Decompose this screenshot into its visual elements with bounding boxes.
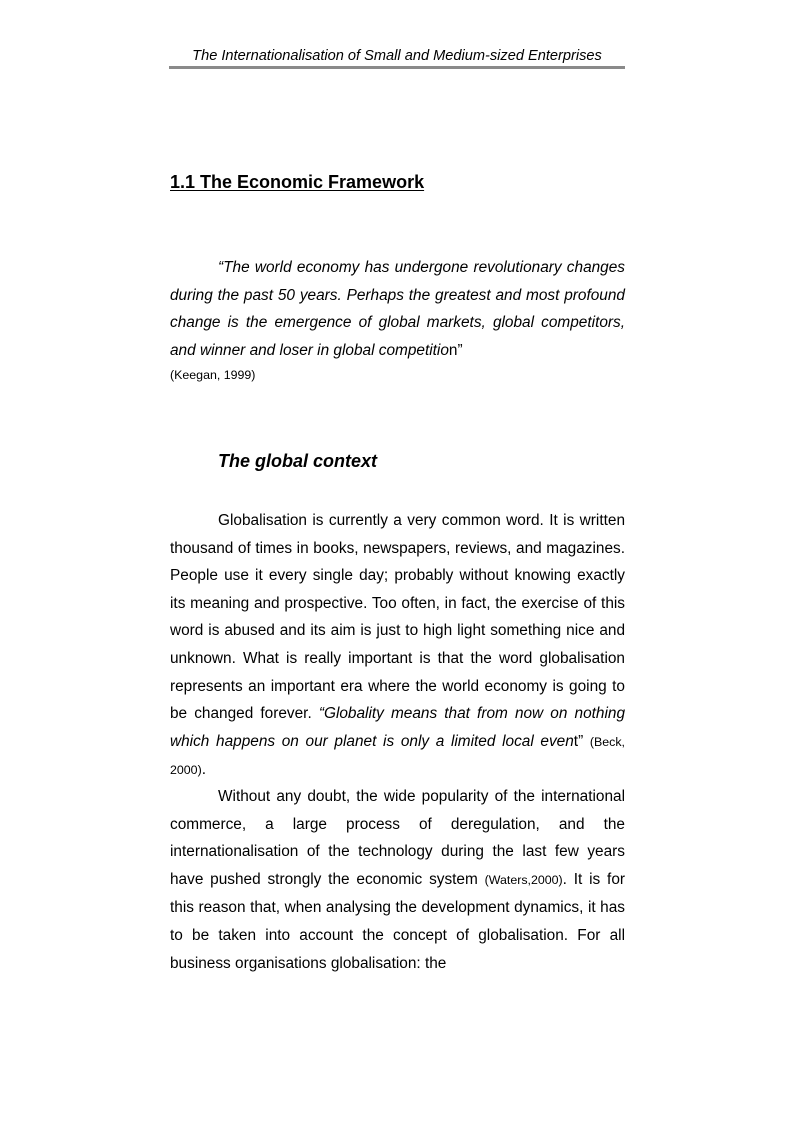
quote-close: n” bbox=[448, 341, 463, 359]
running-header: The Internationalisation of Small and Medium-sized Enterprises bbox=[192, 48, 602, 64]
paragraph-commerce bbox=[170, 783, 625, 977]
header-rule bbox=[169, 66, 625, 69]
paragraph-globalisation bbox=[170, 507, 625, 785]
subsection-title: The global context bbox=[218, 451, 378, 471]
beck-quote: “Globality means that from now on nothing which happens on our planet is only a limited local even bbox=[170, 705, 626, 750]
beck-quote-close: t” bbox=[573, 732, 590, 750]
quote-text: “The world economy has undergone revolutionary changes during the past 50 years. Perhaps the greatest and most profound change is the emergence of global markets, global competitors, and winner and loser in global competitio bbox=[170, 259, 625, 359]
opening-quote bbox=[170, 254, 625, 364]
section-title: 1.1 The Economic Framework bbox=[170, 172, 425, 192]
paragraph2-text-a: Without any doubt, the wide popularity of the international commerce, a large process of deregulation, and the internationalisation of the technology during the last few years have pushed strongly the economic system bbox=[170, 788, 625, 888]
paragraph1-text: Globalisation is currently a very common word. It is written thousand of times in books, newspapers, reviews, and magazines. People use it every single day; probably without knowing exactly its meaning and prospective. Too often, in fact, the exercise of this word is abused and its aim is just to high light something nice and unknown. What is really important is that the word globalisation represents an important era where the world economy is going to be changed forever. bbox=[170, 512, 625, 723]
waters-citation: (Waters,2000) bbox=[484, 872, 563, 887]
paragraph2-text-b: . It is for this reason that, when analysing the development dynamics, it has to be taken into account the concept of globalisation. For all business organisations globalisation: the bbox=[170, 870, 626, 972]
beck-citation: (Beck, 2000) bbox=[170, 734, 625, 778]
quote-citation: (Keegan, 1999) bbox=[170, 368, 256, 382]
paragraph1-end: . bbox=[201, 761, 206, 779]
